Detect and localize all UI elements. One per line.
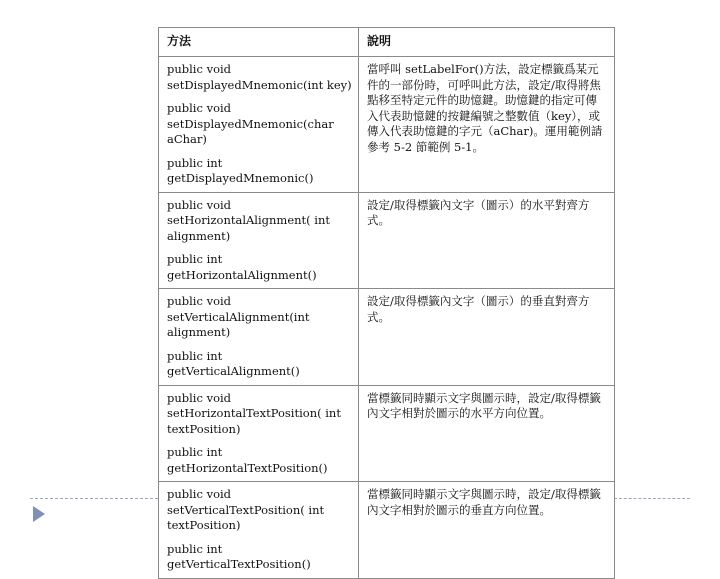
method-signature: public void setHorizontalTextPosition( int textPosition)	[167, 390, 341, 436]
method-signature: public void setVerticalAlignment(int alignment)	[167, 294, 310, 339]
table-row	[159, 57, 615, 193]
method-cell	[159, 192, 359, 289]
method-signature: public int getHorizontalTextPosition()	[167, 445, 328, 475]
method-cell	[159, 482, 359, 579]
method-description: 當標籤同時顯示文字與圖示時，設定/取得標籤內文字相對於圖示的垂直方向位置。	[367, 487, 601, 517]
method-signature: public int getVerticalTextPosition()	[167, 541, 311, 571]
method-signature: public void setHorizontalAlignment( int alignment)	[167, 197, 331, 243]
method-signature: public void setDisplayedMnemonic(char aChar)	[167, 101, 334, 146]
header-method: 方法	[159, 28, 359, 57]
method-cell	[159, 289, 359, 386]
description-cell	[359, 57, 615, 193]
method-cell	[159, 57, 359, 193]
table-row	[159, 482, 615, 579]
description-cell	[359, 192, 615, 289]
method-description: 當標籤同時顯示文字與圖示時，設定/取得標籤內文字相對於圖示的水平方向位置。	[367, 390, 601, 420]
description-cell	[359, 482, 615, 579]
header-description: 說明	[359, 28, 615, 57]
description-cell	[359, 385, 615, 482]
decorative-divider-left	[30, 498, 158, 499]
method-description: 設定/取得標籤內文字（圖示）的垂直對齊方式。	[367, 294, 590, 324]
description-cell	[359, 289, 615, 386]
method-description: 設定/取得標籤內文字（圖示）的水平對齊方式。	[367, 197, 590, 227]
method-signature: public int getHorizontalAlignment()	[167, 252, 317, 282]
api-method-table	[158, 27, 615, 579]
table-row	[159, 289, 615, 386]
method-cell	[159, 385, 359, 482]
table-row	[159, 192, 615, 289]
method-signature: public void setDisplayedMnemonic(int key)	[167, 62, 352, 92]
table-header-row	[159, 28, 615, 57]
decorative-divider-right	[614, 498, 690, 499]
method-signature: public int getVerticalAlignment()	[167, 348, 300, 378]
method-signature: public void setVerticalTextPosition( int textPosition)	[167, 487, 325, 532]
slide-marker-triangle-icon	[33, 506, 45, 522]
table-row	[159, 385, 615, 482]
method-description: 當呼叫 setLabelFor()方法，設定標籤爲某元件的一部份時，可呼叫此方法，設定/取得將焦點移至特定元件的助憶鍵。助憶鍵的指定可傳入代表助憶鍵的按鍵編號之整數值（key），或傳入代表助憶鍵的字元（aChar)。運用範例請參考 5-2 節範例 5-1。	[367, 62, 603, 154]
method-signature: public int getDisplayedMnemonic()	[167, 155, 314, 185]
